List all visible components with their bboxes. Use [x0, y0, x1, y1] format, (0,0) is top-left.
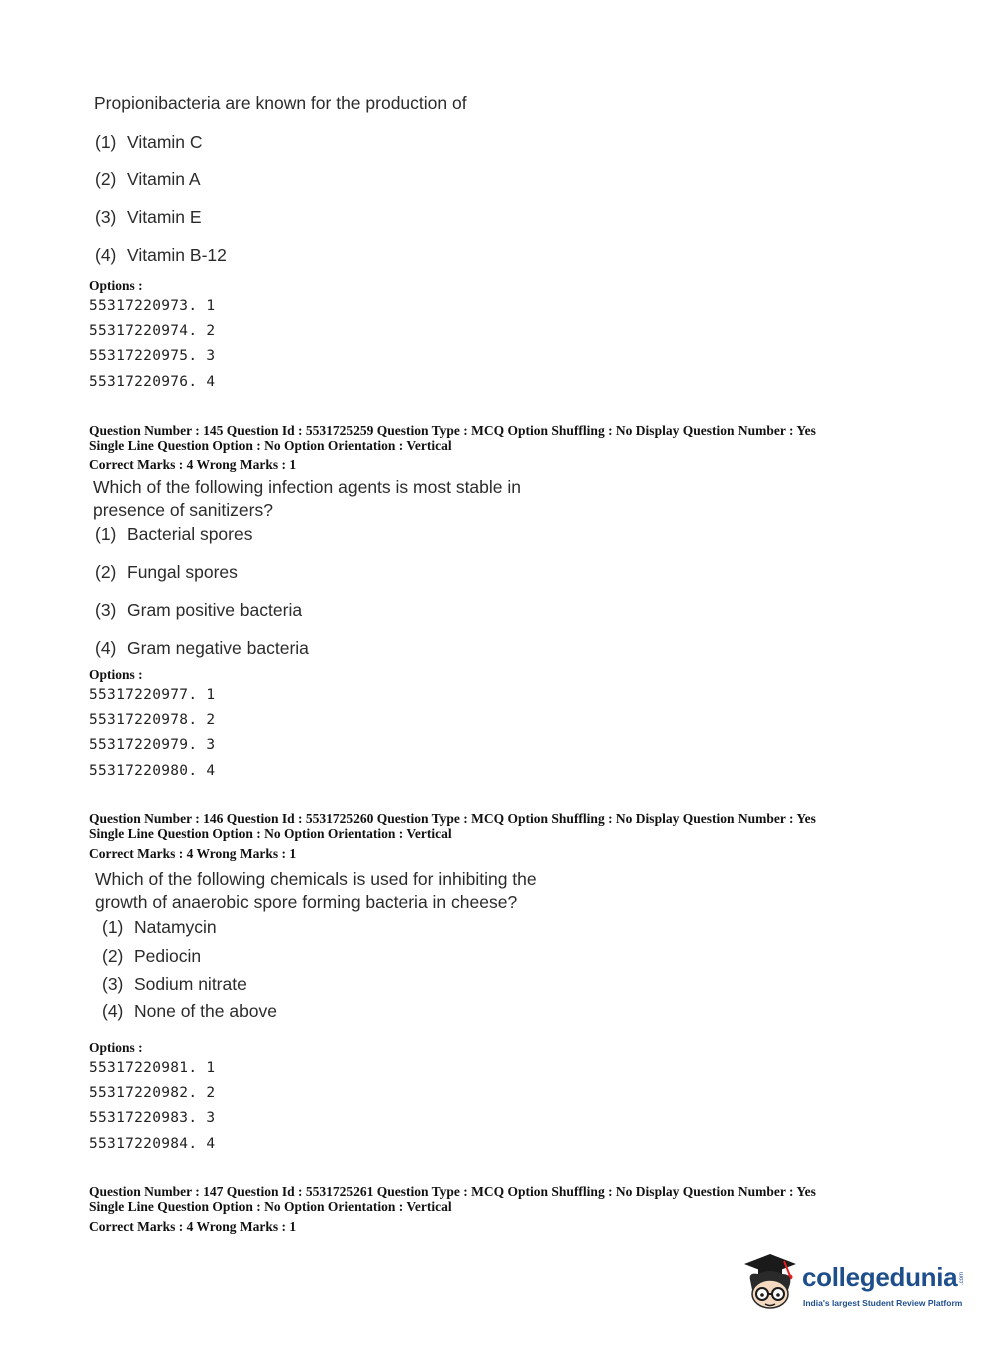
option-id: 55317220984. 4: [89, 1136, 216, 1152]
question-text-line: presence of sanitizers?: [93, 500, 273, 520]
choice-2: [102, 946, 201, 967]
option-id: 55317220978. 2: [89, 712, 216, 728]
option-id: 55317220981. 1: [89, 1060, 216, 1076]
mascot-graduation-cap-icon: [740, 1250, 800, 1312]
choice-text: Vitamin E: [127, 207, 202, 227]
choice-number: (2): [102, 946, 124, 966]
choice-1: [95, 132, 203, 153]
question-meta-line: Single Line Question Option : No Option Orientation : Vertical: [89, 438, 452, 453]
option-id: 55317220976. 4: [89, 374, 216, 390]
choice-text: Natamycin: [134, 917, 217, 937]
options-label: Options :: [89, 1040, 143, 1055]
choice-3: [102, 974, 247, 995]
choice-number: (1): [102, 917, 124, 937]
choice-2: [95, 562, 238, 583]
choice-number: (3): [95, 207, 117, 227]
choice-text: Gram negative bacteria: [127, 638, 309, 658]
question-meta-line: Single Line Question Option : No Option Orientation : Vertical: [89, 826, 452, 841]
question-text-line: Which of the following chemicals is used for inhibiting the: [95, 869, 537, 889]
choice-4: [102, 1001, 277, 1022]
option-id: 55317220982. 2: [89, 1085, 216, 1101]
option-id: 55317220977. 1: [89, 687, 216, 703]
choice-text: Vitamin B-12: [127, 245, 227, 265]
choice-text: Bacterial spores: [127, 524, 253, 544]
choice-number: (1): [95, 132, 117, 152]
choice-text: Vitamin C: [127, 132, 203, 152]
question-meta-line: Single Line Question Option : No Option Orientation : Vertical: [89, 1199, 452, 1214]
choice-number: (2): [95, 169, 117, 189]
logo-tld: .com: [959, 1272, 965, 1286]
option-id: 55317220974. 2: [89, 323, 216, 339]
question-meta-line: Question Number : 146 Question Id : 5531725260 Question Type : MCQ Option Shuffling : No Display Question Number : Yes: [89, 811, 816, 826]
choice-number: (1): [95, 524, 117, 544]
option-id: 55317220979. 3: [89, 737, 216, 753]
option-id: 55317220973. 1: [89, 298, 216, 314]
question-meta-line: Question Number : 147 Question Id : 5531725261 Question Type : MCQ Option Shuffling : No Display Question Number : Yes: [89, 1184, 816, 1199]
choice-1: [95, 524, 252, 545]
question-text-line: growth of anaerobic spore forming bacteria in cheese?: [95, 892, 518, 912]
marks-line: Correct Marks : 4 Wrong Marks : 1: [89, 457, 297, 472]
option-id: 55317220983. 3: [89, 1110, 216, 1126]
choice-2: [95, 169, 201, 190]
collegedunia-logo[interactable]: [740, 1250, 970, 1320]
logo-tagline: India's largest Student Review Platform: [803, 1298, 963, 1308]
question-text: Propionibacteria are known for the production of: [94, 93, 467, 113]
choice-text: None of the above: [134, 1001, 278, 1021]
choice-4: [95, 638, 309, 659]
choice-text: Pediocin: [134, 946, 202, 966]
choice-1: [102, 917, 217, 938]
choice-number: (4): [102, 1001, 124, 1021]
choice-text: Gram positive bacteria: [127, 600, 303, 620]
choice-number: (3): [95, 600, 117, 620]
marks-line: Correct Marks : 4 Wrong Marks : 1: [89, 1219, 297, 1234]
options-label: Options :: [89, 278, 143, 293]
logo-brand: collegedunia: [802, 1262, 958, 1292]
choice-4: [95, 245, 227, 266]
choice-text: Fungal spores: [127, 562, 238, 582]
option-id: 55317220975. 3: [89, 348, 216, 364]
choice-number: (4): [95, 638, 117, 658]
choice-number: (2): [95, 562, 117, 582]
choice-3: [95, 207, 202, 228]
choice-text: Vitamin A: [127, 169, 201, 189]
choice-3: [95, 600, 302, 621]
question-meta-line: Question Number : 145 Question Id : 5531725259 Question Type : MCQ Option Shuffling : No Display Question Number : Yes: [89, 423, 816, 438]
choice-text: Sodium nitrate: [134, 974, 247, 994]
marks-line: Correct Marks : 4 Wrong Marks : 1: [89, 846, 297, 861]
options-label: Options :: [89, 667, 143, 682]
question-text-line: Which of the following infection agents is most stable in: [93, 477, 521, 497]
choice-number: (4): [95, 245, 117, 265]
option-id: 55317220980. 4: [89, 763, 216, 779]
choice-number: (3): [102, 974, 124, 994]
